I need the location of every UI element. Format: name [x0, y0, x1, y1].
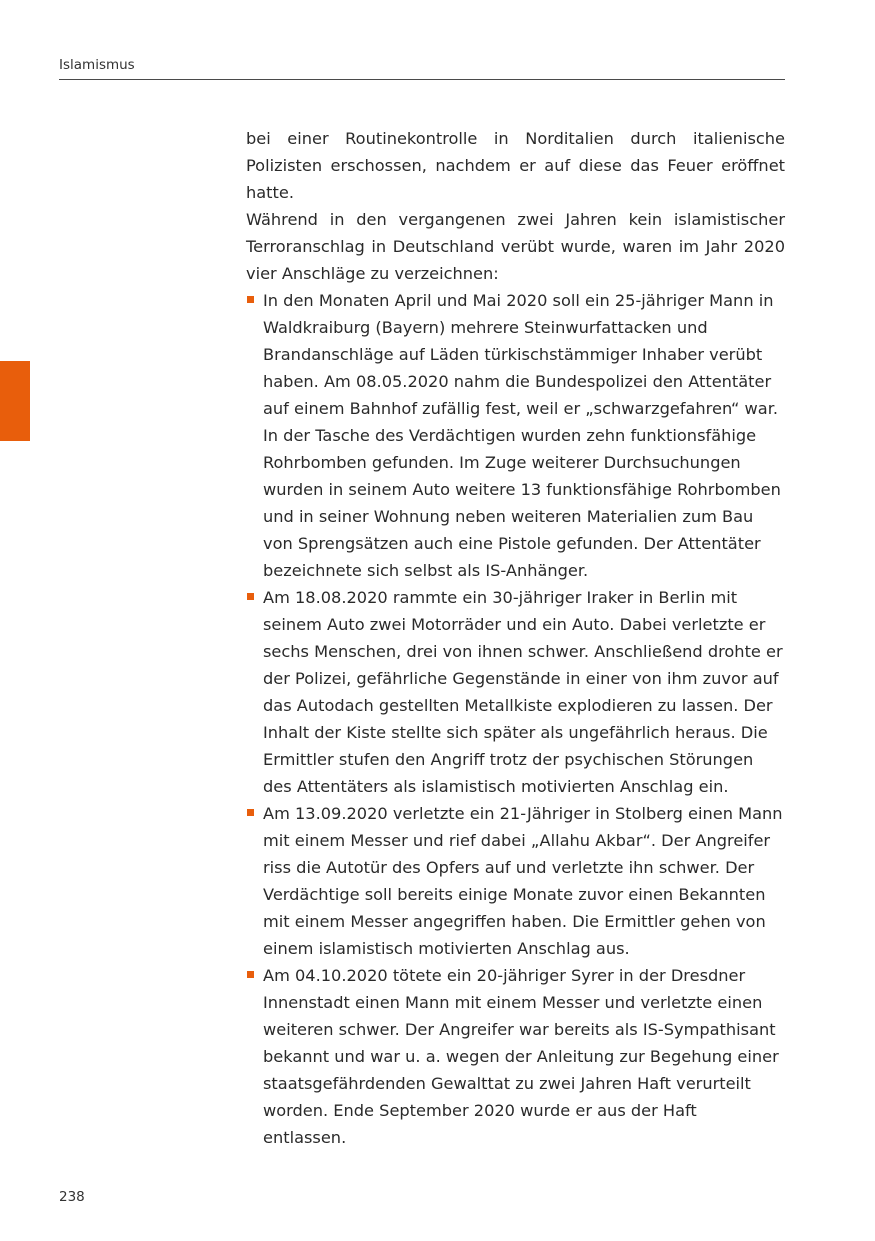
- body-text: [246, 125, 785, 1151]
- list-item: [246, 962, 785, 1151]
- page-number: 238: [59, 1189, 85, 1205]
- list-item-text: Am 18.08.2020 rammte ein 30-jähriger Iraker in Berlin mit seinem Auto zwei Motorräder und ein Auto. Dabei verletzte er sechs Menschen, drei von ihnen schwer. Anschließend drohte er der Polizei, gefährliche Gegenstände in einer von ihm zuvor auf das Autodach gestellten Metallkiste explodieren zu lassen. Der Inhalt der Kiste stellte sich später als ungefährlich heraus. Die Ermittler stufen den Angriff trotz der psychischen Störungen des Attentäters als islamistisch motivierten Anschlag ein.: [263, 588, 783, 796]
- paragraph: bei einer Routinekontrolle in Norditalien durch italienische Polizisten erschossen, nachdem er auf diese das Feuer eröffnet hatte.: [246, 129, 785, 202]
- running-head: Islamismus: [59, 57, 135, 73]
- square-bullet-icon: [247, 593, 254, 600]
- list-item: [246, 584, 785, 800]
- header-rule: [59, 79, 785, 80]
- paragraph: Während in den vergangenen zwei Jahren kein islamistischer Terroranschlag in Deutschland verübt wurde, waren im Jahr 2020 vier Anschläge zu verzeichnen:: [246, 210, 785, 283]
- list-item-text: Am 04.10.2020 tötete ein 20-jähriger Syrer in der Dresdner Innenstadt einen Mann mit einem Messer und verletzte einen weiteren schwer. Der Angreifer war bereits als IS-Sympathisant bekannt und war u. a. wegen der Anleitung zur Begehung einer staatsgefährdenden Gewalttat zu zwei Jahren Haft verurteilt worden. Ende September 2020 wurde er aus der Haft entlassen.: [263, 966, 779, 1147]
- chapter-tab-marker: [0, 361, 30, 441]
- square-bullet-icon: [247, 296, 254, 303]
- square-bullet-icon: [247, 971, 254, 978]
- square-bullet-icon: [247, 809, 254, 816]
- list-item-text: Am 13.09.2020 verletzte ein 21-Jähriger in Stolberg einen Mann mit einem Messer und rief dabei „Allahu Akbar“. Der Angreifer riss die Autotür des Opfers auf und verletzte ihn schwer. Der Verdächtige soll bereits einige Monate zuvor einen Bekannten mit einem Messer angegriffen haben. Die Ermittler gehen von einem islamistisch motivierten Anschlag aus.: [263, 804, 783, 958]
- bullet-list: [246, 287, 785, 1151]
- list-item-text: In den Monaten April und Mai 2020 soll ein 25-jähriger Mann in Waldkraiburg (Bayern) mehrere Steinwurfattacken und Brandanschläge auf Läden türkischstämmiger Inhaber verübt haben. Am 08.05.2020 nahm die Bundespolizei den Attentäter auf einem Bahnhof zufällig fest, weil er „schwarzgefahren“ war. In der Tasche des Verdächtigen wurden zehn funktionsfähige Rohrbomben gefunden. Im Zuge weiterer Durchsuchungen wurden in seinem Auto weitere 13 funktionsfähige Rohrbomben und in seiner Wohnung neben weiteren Materialien zum Bau von Sprengsätzen auch eine Pistole gefunden. Der Attentäter bezeichnete sich selbst als IS-Anhänger.: [263, 291, 781, 580]
- list-item: [246, 287, 785, 584]
- list-item: [246, 800, 785, 962]
